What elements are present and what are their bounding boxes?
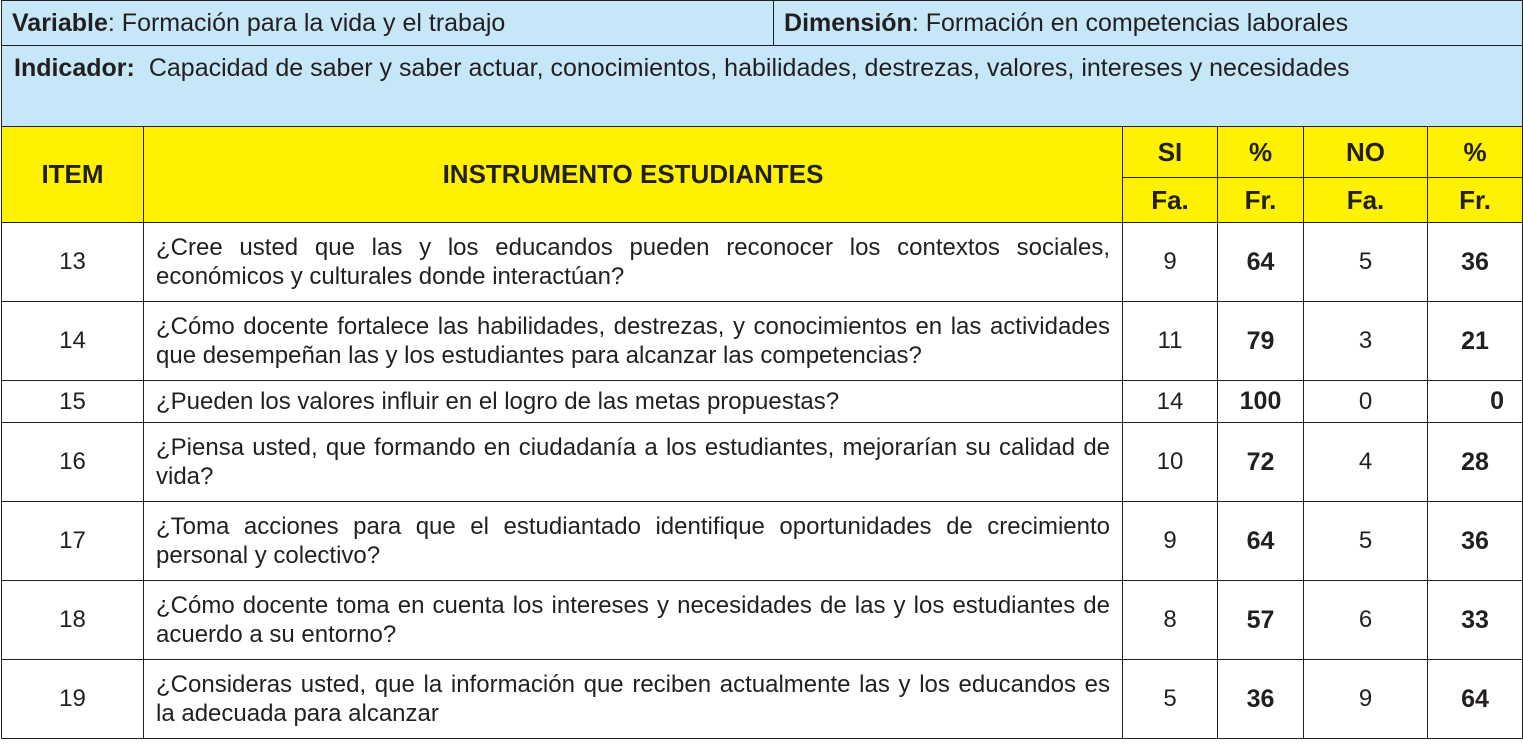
dimension-label: Dimensión <box>784 8 912 37</box>
dimension-cell <box>774 1 1523 46</box>
question-text: ¿Consideras usted, que la información que reciben actualmente las y los educandos es la adecuada para alcanzar <box>144 660 1123 739</box>
variable-dimension-row <box>2 1 1523 46</box>
col-si-fa-header: Fa. <box>1123 178 1218 223</box>
question-text: ¿Piensa usted, que formando en ciudadanía a los estudiantes, mejorarían su calidad de vida? <box>144 423 1123 502</box>
table-row <box>2 581 1523 660</box>
item-number: 16 <box>2 423 144 502</box>
indicator-row <box>2 46 1523 127</box>
variable-cell <box>2 1 774 46</box>
variable-value: : Formación para la vida y el trabajo <box>107 8 506 37</box>
item-number: 18 <box>2 581 144 660</box>
no-fr-value: 36 <box>1428 223 1523 302</box>
no-fa-value: 5 <box>1304 223 1428 302</box>
column-header-row <box>2 127 1523 178</box>
table-row <box>2 423 1523 502</box>
col-no-fr-header: Fr. <box>1428 178 1523 223</box>
indicator-cell <box>2 46 1523 127</box>
question-text: ¿Cree usted que las y los educandos pueden reconocer los contextos sociales, económicos y culturales donde interactúan? <box>144 223 1123 302</box>
si-fr-value: 64 <box>1218 502 1304 581</box>
indicator-value: Capacidad de saber y saber actuar, conocimientos, habilidades, destrezas, valores, intereses y necesidades <box>148 54 1350 82</box>
no-fr-value: 21 <box>1428 302 1523 381</box>
no-fr-value: 28 <box>1428 423 1523 502</box>
no-fa-value: 0 <box>1304 381 1428 423</box>
col-item-header: ITEM <box>2 127 144 223</box>
col-no-header: NO <box>1304 127 1428 178</box>
no-fr-value: 64 <box>1428 660 1523 739</box>
question-text: ¿Toma acciones para que el estudiantado identifique oportunidades de crecimiento personal y colectivo? <box>144 502 1123 581</box>
si-fa-value: 5 <box>1123 660 1218 739</box>
no-fr-value: 0 <box>1428 381 1523 423</box>
si-fa-value: 10 <box>1123 423 1218 502</box>
table-row <box>2 302 1523 381</box>
si-fr-value: 36 <box>1218 660 1304 739</box>
results-table <box>1 0 1523 739</box>
si-fr-value: 79 <box>1218 302 1304 381</box>
no-fa-value: 5 <box>1304 502 1428 581</box>
table-row <box>2 502 1523 581</box>
no-fa-value: 4 <box>1304 423 1428 502</box>
si-fr-value: 72 <box>1218 423 1304 502</box>
si-fr-value: 100 <box>1218 381 1304 423</box>
si-fa-value: 9 <box>1123 223 1218 302</box>
item-number: 15 <box>2 381 144 423</box>
col-si-fr-header: Fr. <box>1218 178 1304 223</box>
variable-label: Variable <box>12 8 108 37</box>
question-text: ¿Pueden los valores influir en el logro de las metas propuestas? <box>144 381 1123 423</box>
item-number: 13 <box>2 223 144 302</box>
table-row <box>2 381 1523 423</box>
col-no-pct-header: % <box>1428 127 1523 178</box>
dimension-value: : Formación en competencias laborales <box>911 8 1349 37</box>
indicator-label: Indicador: <box>14 54 135 82</box>
col-si-header: SI <box>1123 127 1218 178</box>
no-fa-value: 6 <box>1304 581 1428 660</box>
question-text: ¿Cómo docente toma en cuenta los intereses y necesidades de las y los estudiantes de acuerdo a su entorno? <box>144 581 1123 660</box>
si-fa-value: 9 <box>1123 502 1218 581</box>
table-row <box>2 660 1523 739</box>
item-number: 17 <box>2 502 144 581</box>
si-fa-value: 8 <box>1123 581 1218 660</box>
no-fr-value: 33 <box>1428 581 1523 660</box>
item-number: 14 <box>2 302 144 381</box>
col-instrument-header: INSTRUMENTO ESTUDIANTES <box>144 127 1123 223</box>
item-number: 19 <box>2 660 144 739</box>
si-fa-value: 11 <box>1123 302 1218 381</box>
question-text: ¿Cómo docente fortalece las habilidades, destrezas, y conocimientos en las actividades que desempeñan las y los estudiantes para alcanzar las competencias? <box>144 302 1123 381</box>
table-row <box>2 223 1523 302</box>
no-fa-value: 3 <box>1304 302 1428 381</box>
si-fa-value: 14 <box>1123 381 1218 423</box>
col-si-pct-header: % <box>1218 127 1304 178</box>
si-fr-value: 57 <box>1218 581 1304 660</box>
col-no-fa-header: Fa. <box>1304 178 1428 223</box>
si-fr-value: 64 <box>1218 223 1304 302</box>
no-fr-value: 36 <box>1428 502 1523 581</box>
no-fa-value: 9 <box>1304 660 1428 739</box>
